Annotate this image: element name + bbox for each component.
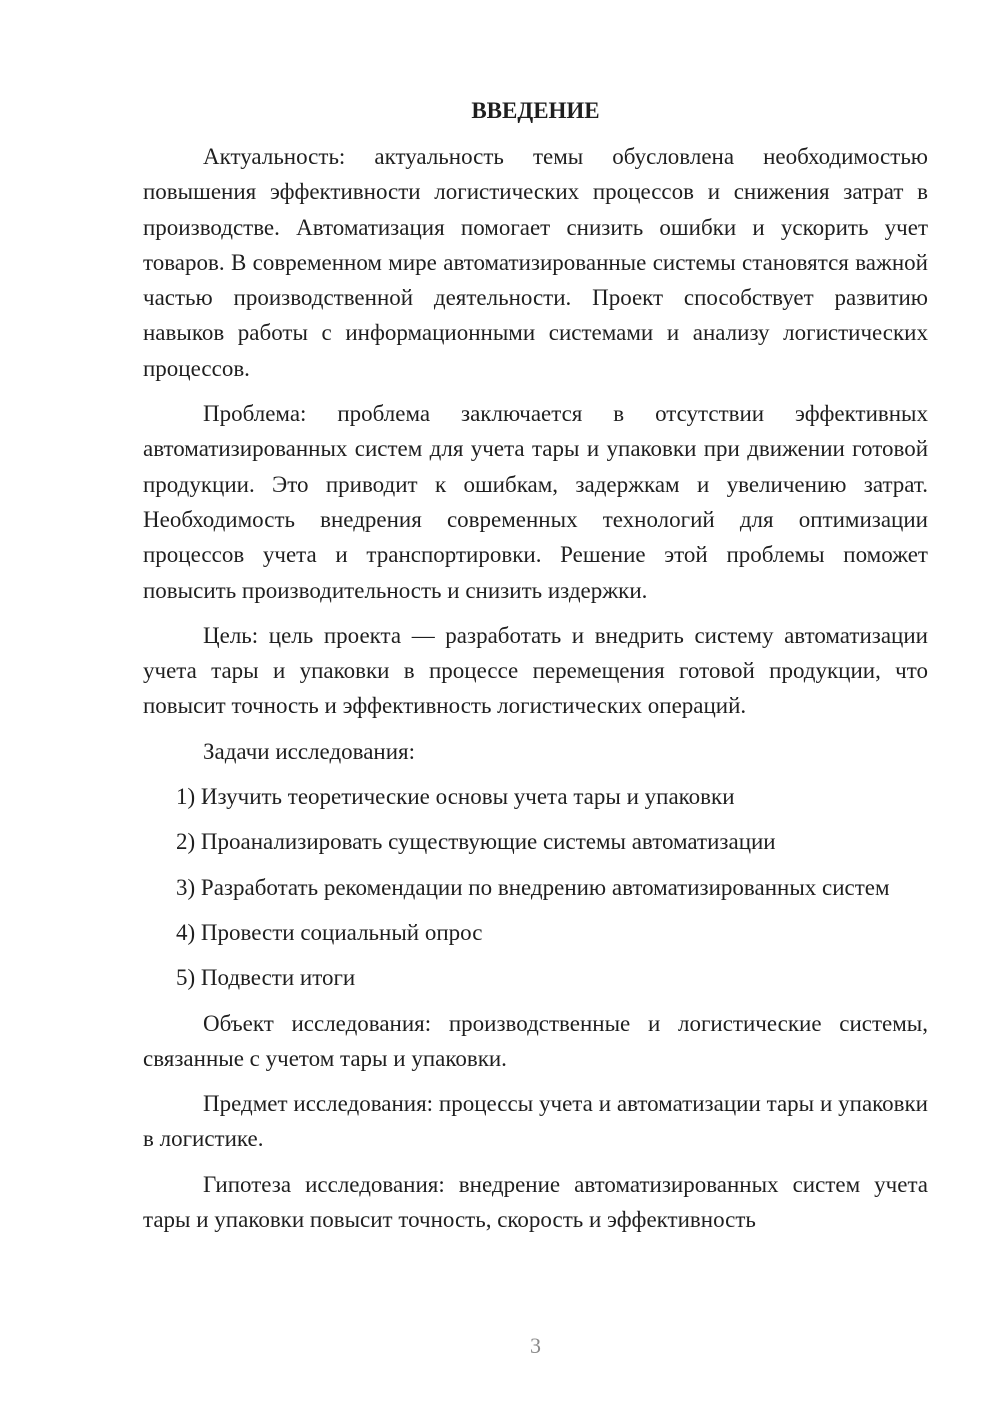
object-paragraph: Объект исследования: производственные и логистические системы, связанные с учетом тары и упаковки. (143, 1010, 928, 1071)
tasks-heading: Задачи исследования: (203, 738, 416, 764)
goal-paragraph: Цель: цель проекта — разработать и внедрить систему автоматизации учета тары и упаковки в процессе перемещения готовой продукции, что повысит точность и эффективность логистических операций. (143, 622, 928, 719)
relevance-paragraph: Актуальность: актуальность темы обусловлена необходимостью повышения эффективности логистических процессов и снижения затрат в производстве. Автоматизация помогает снизить ошибки и ускорить учет товаров. В современном мире автоматизированные системы становятся важной частью производственной деятельности. Проект способствует развитию навыков работы с информационными системами и анализу логистических процессов. (143, 144, 928, 381)
task-item-3: 3) Разработать рекомендации по внедрению автоматизированных систем (176, 874, 890, 900)
task-item-2: 2) Проанализировать существующие системы автоматизации (176, 829, 776, 855)
task-item-1: 1) Изучить теоретические основы учета тары и упаковки (176, 784, 735, 810)
task-item-5: 5) Подвести итоги (176, 965, 356, 991)
hypothesis-paragraph: Гипотеза исследования: внедрение автоматизированных систем учета тары и упаковки повысит точность, скорость и эффективность (143, 1171, 928, 1233)
subject-paragraph: Предмет исследования: процессы учета и автоматизации тары и упаковки в логистике. (143, 1091, 928, 1152)
document-page (143, 96, 928, 1247)
problem-paragraph: Проблема: проблема заключается в отсутствии эффективных автоматизированных систем для учета тары и упаковки при движении готовой продукции. Это приводит к ошибкам, задержкам и увеличению затрат. Необходимость внедрения современных технологий для оптимизации процессов учета и транспортировки. Решение этой проблемы поможет повысить производительность и снизить издержки. (143, 401, 928, 603)
page-number: 3 (530, 1333, 541, 1358)
task-item-4: 4) Провести социальный опрос (176, 919, 483, 945)
section-title: ВВЕДЕНИЕ (471, 98, 600, 123)
